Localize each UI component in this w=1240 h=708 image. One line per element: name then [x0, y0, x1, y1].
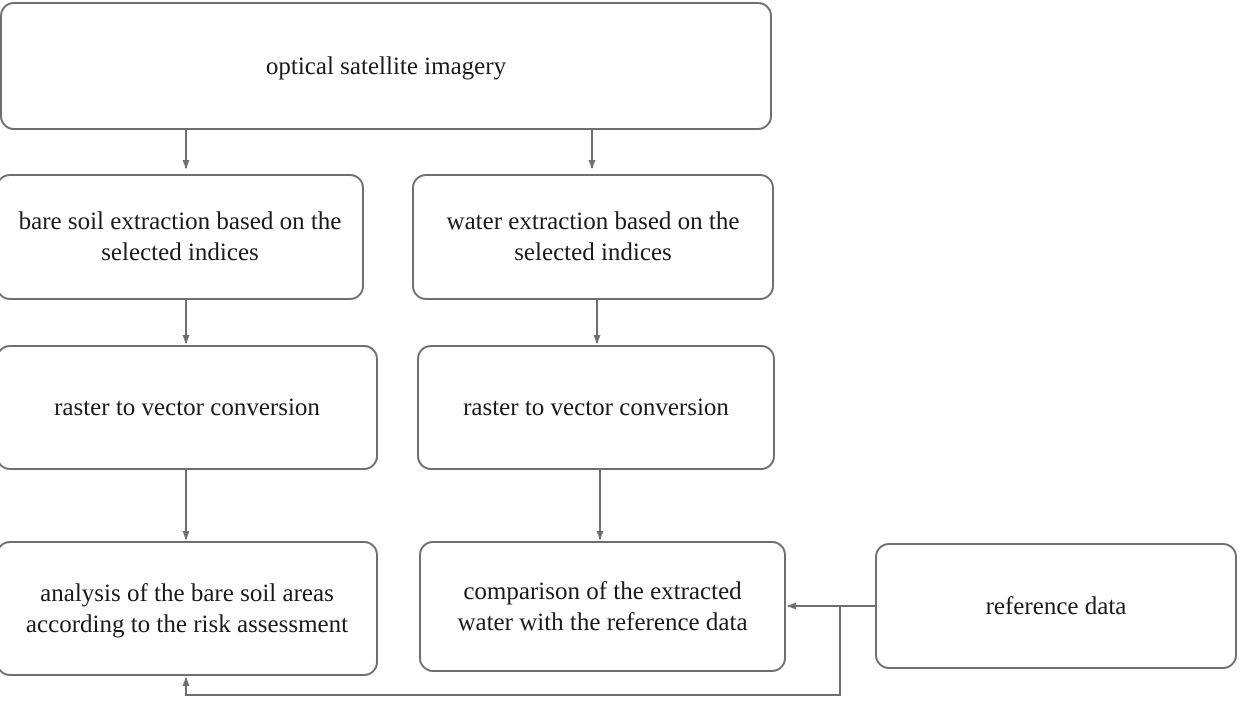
node-label: raster to vector conversion	[463, 394, 729, 421]
node-label: optical satellite imagery	[265, 52, 507, 80]
node-raster-to-vector-left[interactable]	[0, 345, 378, 470]
node-reference-data[interactable]	[875, 543, 1237, 669]
node-raster-to-vector-right[interactable]	[417, 345, 775, 470]
node-bare-soil-analysis[interactable]	[0, 541, 378, 676]
node-label: comparison of the extracted water with the reference data	[457, 577, 748, 636]
node-water-comparison[interactable]	[419, 541, 786, 672]
node-optical-satellite-imagery[interactable]	[0, 2, 772, 130]
node-water-extraction[interactable]	[412, 174, 774, 300]
node-label: water extraction based on the selected indices	[446, 208, 740, 266]
node-label: reference data	[985, 592, 1127, 620]
node-label: raster to vector conversion	[54, 394, 320, 421]
node-label: bare soil extraction based on the selected indices	[18, 208, 342, 266]
node-bare-soil-extraction[interactable]	[0, 174, 364, 300]
node-label: analysis of the bare soil areas according to the risk assessment	[25, 579, 349, 638]
